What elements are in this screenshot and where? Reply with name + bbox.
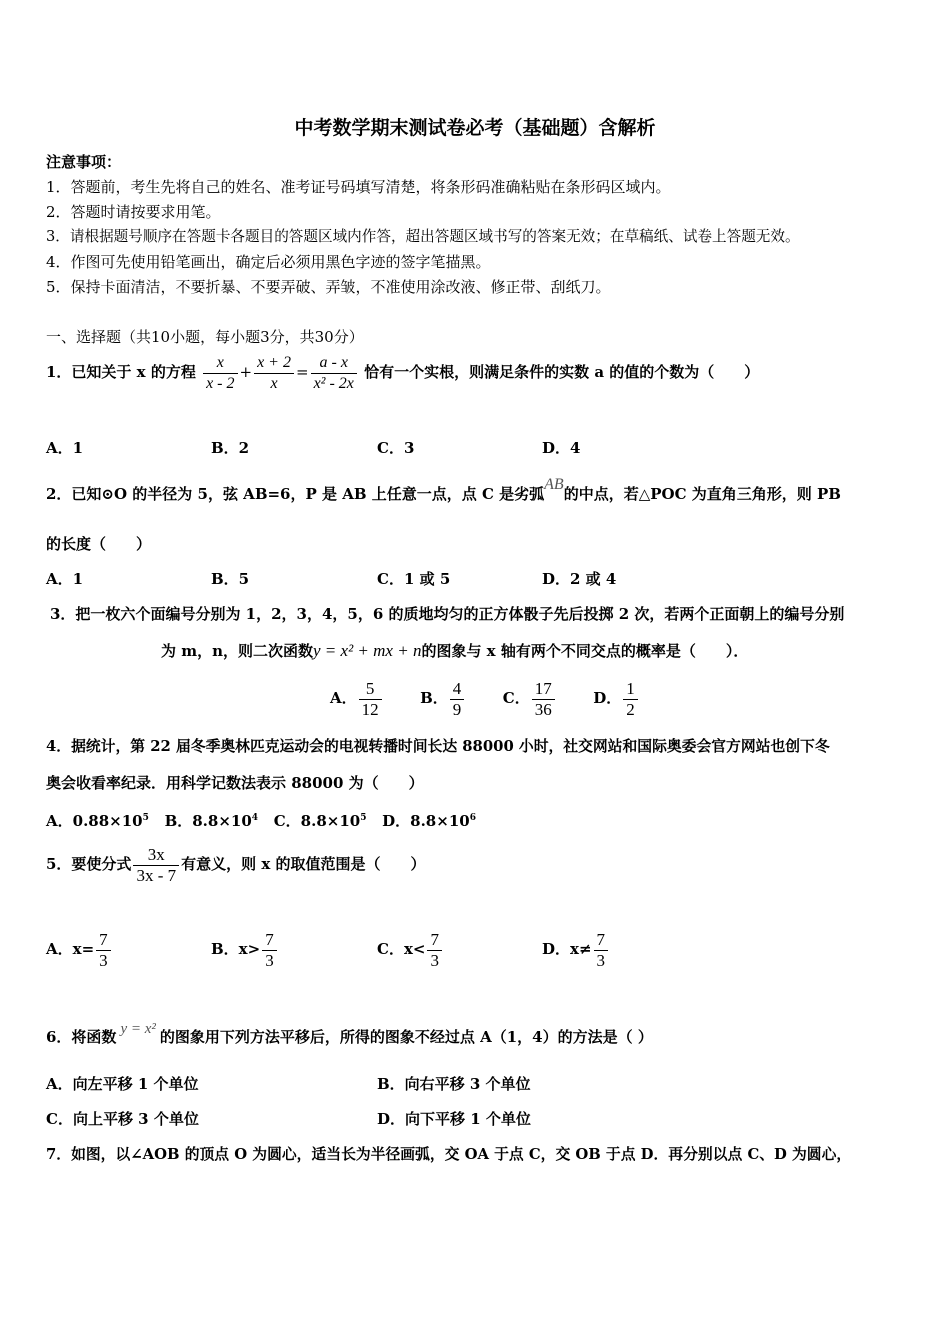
fraction: $\frac{x}{x - 2}$ (203, 353, 237, 394)
fraction: $\frac{x + 2}{x}$ (254, 353, 294, 394)
notice-item: 1．答题前，考生先将自己的姓名、准考证号码填写清楚，将条形码准确粘贴在条形码区域内。 (46, 178, 671, 196)
option-c[interactable]: C．1 或 5 (377, 570, 451, 588)
page-title: 中考数学期末测试卷必考（基础题）含解析 (294, 117, 656, 139)
option-a[interactable]: A．1 (46, 439, 84, 457)
question-7-line1: 7．如图，以∠AOB 的顶点 O 为圆心，适当长为半径画弧，交 OA 于点 C，交 OB 于点 D．再分别以点 C、D 为圆心， (46, 1146, 852, 1163)
question-4-line1: 4．据统计，第 22 届冬季奥林匹克运动会的电视转播时间长达 88000 小时，社交网站和国际奥委会官方网站也创下冬 (46, 738, 830, 755)
option-d[interactable]: D．x≠ $\frac{7}{3}$ (542, 927, 610, 971)
option-a[interactable]: A．x= $\frac{7}{3}$ (46, 927, 113, 971)
question-2 (46, 476, 841, 506)
option-c[interactable]: C． $\frac{17}{36}$ (503, 689, 557, 707)
option-b[interactable]: B．2 (211, 439, 250, 457)
question-2-text: 2．已知⊙O 的半径为 5，弦 AB=6，P 是 AB 上任意一点，点 C 是劣弧 (46, 485, 545, 503)
fraction: $\frac{a - x}{\text{x² - 2x}}$ (311, 353, 357, 394)
quadratic-function: y = x² + mx + n (313, 641, 422, 660)
option-b[interactable]: B．x> $\frac{7}{3}$ (211, 927, 279, 971)
notice-item: 4．作图可先使用铅笔画出，确定后必须用黑色字迹的签字笔描黑。 (46, 253, 491, 271)
arc-ab: AB (544, 476, 564, 493)
question-1: 1．已知关于 x 的方程 $\frac{x}{x - 2}$ + $\frac{x + 2}{x}$ = $\frac{a - x}{\text{x² - 2x}}$ 恰有一个实根，则满足条件的实数 a 的值的个数为（ ） (46, 353, 760, 392)
section-heading: 一、选择题（共10小题，每小题3分，共30分） (46, 328, 364, 346)
question-4-line2: 奥会收看率纪录．用科学记数法表示 88000 为（ ） (46, 774, 424, 792)
option-b[interactable]: B．$8.8\times 10^4$ (164, 812, 259, 830)
notice-heading: 注意事项： (46, 153, 122, 171)
question-3-line2: 为 m，n，则二次函数y = x² + mx + n的图象与 x 轴有两个不同交点的概率是（ ）． (161, 641, 749, 660)
question-2-text: 的中点，若△POC 为直角三角形，则 PB (563, 485, 841, 503)
option-a[interactable]: A．$0.88\times 10^5$ (46, 812, 149, 830)
question-6: 6．将函数 y = x² 的图象用下列方法平移后，所得的图象不经过点 A（1，4）的方法是（ ） (46, 1021, 653, 1046)
question-5: 5．要使分式 $\frac{3x}{3x - 7}$ 有意义，则 x 的取值范围是（ ） (46, 844, 426, 885)
question-3-line1: 3．把一枚六个面编号分别为 1，2，3，4，5，6 的质地均匀的正方体骰子先后投掷 2 次，若两个正面朝上的编号分别 (50, 605, 845, 623)
option-c[interactable]: C．x< $\frac{7}{3}$ (377, 927, 444, 971)
option-c[interactable]: C．$8.8\times 10^5$ (273, 812, 367, 830)
question-1-suffix: 恰有一个实根，则满足条件的实数 a 的值的个数为（ ） (364, 363, 760, 381)
question-2-line2: 的长度（ ） (46, 535, 152, 553)
option-d[interactable]: D．$8.8\times 10^6$ (382, 812, 476, 830)
option-c[interactable]: C．3 (377, 439, 415, 457)
option-c[interactable]: C．向上平移 3 个单位 (46, 1110, 199, 1128)
notice-item: 2．答题时请按要求用笔。 (46, 203, 221, 221)
option-a[interactable]: A．1 (46, 570, 84, 588)
option-d[interactable]: D． $\frac{1}{2}$ (593, 689, 640, 707)
option-b[interactable]: B．5 (211, 570, 250, 588)
option-b[interactable]: B． $\frac{4}{9}$ (420, 689, 466, 707)
function-y-x2: y = x² (120, 1021, 156, 1037)
option-d[interactable]: D．4 (542, 439, 581, 457)
option-a[interactable]: A． $\frac{5}{12}$ (330, 689, 384, 707)
option-b[interactable]: B．向右平移 3 个单位 (377, 1075, 531, 1093)
option-d[interactable]: D．向下平移 1 个单位 (377, 1110, 531, 1128)
fraction: $\frac{3x}{3x - 7}$ (133, 845, 179, 886)
notice-item: 5．保持卡面清洁，不要折暴、不要弄破、弄皱，不准使用涂改液、修正带、刮纸刀。 (46, 278, 611, 296)
question-1-prefix: 1．已知关于 x 的方程 (46, 363, 196, 381)
option-a[interactable]: A．向左平移 1 个单位 (46, 1075, 199, 1093)
option-d[interactable]: D．2 或 4 (542, 570, 617, 588)
question-3-options (330, 676, 640, 720)
question-4-options (46, 807, 476, 832)
notice-item: 3．请根据题号顺序在答题卡各题目的答题区域内作答，超出答题区域书写的答案无效；在草稿纸、试卷上答题无效。 (46, 228, 800, 245)
